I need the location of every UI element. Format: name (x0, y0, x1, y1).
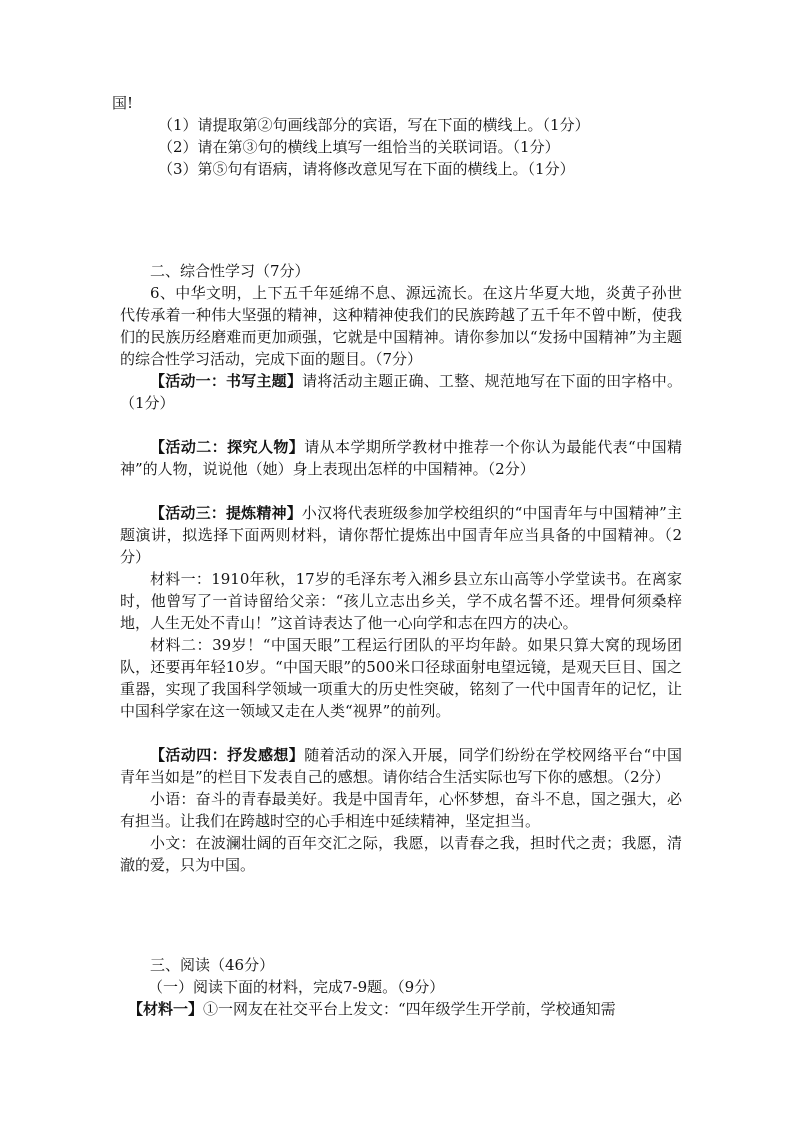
material-1: 材料一：1910年秋，17岁的毛泽东考入湘乡县立东山高等小学堂读书。在离家时，他曾写了一首诗留给父亲：“孩儿立志出乡关，学不成名誓不还。埋骨何须桑梓地，人生无处不青山！”这首诗表达了他一心向学和志在四方的决心。 (120, 570, 682, 632)
activity-3-label: 【活动三：提炼精神】 (150, 504, 302, 522)
question-3: （3）第⑤句有语病，请将修改意见写在下面的横线上。（1分） (158, 160, 575, 178)
answer-space (120, 876, 682, 954)
answer-space (120, 180, 682, 260)
activity-1-label: 【活动一：书写主题】 (150, 372, 303, 390)
answer-space (120, 480, 682, 502)
material-one-text: ①一网友在社交平台上发文：“四年级学生开学前，学校通知需 (203, 1000, 616, 1018)
activity-1-text: 请将活动主题正确、工整、规范地写在下面的田字格中。（1分） (120, 372, 682, 412)
reading-part-1: （一）阅读下面的材料，完成7-9题。（9分） (148, 978, 445, 996)
material-2: 材料二：39岁！“中国天眼”工程运行团队的平均年龄。如果只算大窝的现场团队，还要再年轻10岁。“中国天眼”的500米口径球面射电望远镜，是观天巨目、国之重器，实现了我国科学领域一项重大的历史性突破，铭刻了一代中国青年的记忆，让中国科学家在这一领域又走在人类“视界”的前列。 (120, 636, 682, 720)
material-one-label: 【材料一】 (128, 1000, 204, 1018)
material-one-line (120, 998, 682, 1020)
xiaowen-comment: 小文：在波澜壮阔的百年交汇之际，我愿，以青春之我，担时代之责；我愿，清澈的爱，只为中国。 (120, 834, 682, 874)
activity-2-label: 【活动二：探究人物】 (150, 438, 305, 456)
question-2: （2）请在第③句的横线上填写一组恰当的关联词语。（1分） (158, 138, 560, 156)
section-3-heading: 三、阅读（46分） (150, 956, 275, 974)
xiaoyu-comment: 小语：奋斗的青春最美好。我是中国青年，心怀梦想，奋斗不息，国之强大，必有担当。让我们在跨越时空的心手相连中延续精神，坚定担当。 (120, 790, 682, 830)
activity-3-text: 小汉将代表班级参加学校组织的“中国青年与中国精神”主题演讲，拟选择下面两则材料，请你帮忙提炼出中国青年应当具备的中国精神。（2分） (120, 504, 682, 566)
answer-space (120, 414, 682, 436)
activity-4-text: 随着活动的深入开展，同学们纷纷在学校网络平台“中国青年当如是”的栏目下发表自己的感想。请你结合生活实际也写下你的感想。（2分） (120, 746, 682, 786)
question-6-intro: 6、中华文明，上下五千年延绵不息、源远流长。在这片华夏大地，炎黄子孙世代传承着一种伟大坚强的精神，这种精神使我们的民族跨越了五千年不曾中断，使我们的民族历经磨难而更加顽强，它就是中国精神。请你参加以“发扬中国精神”为主题的综合性学习活动，完成下面的题目。（7分） (120, 284, 682, 368)
question-1: （1）请提取第②句画线部分的宾语，写在下面的横线上。（1分） (158, 116, 590, 134)
activity-3 (120, 502, 682, 568)
activity-2-text: 请从本学期所学教材中推荐一个你认为最能代表“中国精神”的人物，说说他（她）身上表现出怎样的中国精神。（2分） (120, 438, 682, 478)
activity-4 (120, 744, 682, 788)
activity-1 (120, 370, 682, 414)
document-body (112, 92, 682, 1020)
text-line: 国! (112, 94, 134, 112)
answer-space (120, 722, 682, 744)
activity-2 (120, 436, 682, 480)
section-2-heading: 二、综合性学习（7分） (150, 262, 310, 280)
activity-4-label: 【活动四：抒发感想】 (150, 746, 305, 764)
